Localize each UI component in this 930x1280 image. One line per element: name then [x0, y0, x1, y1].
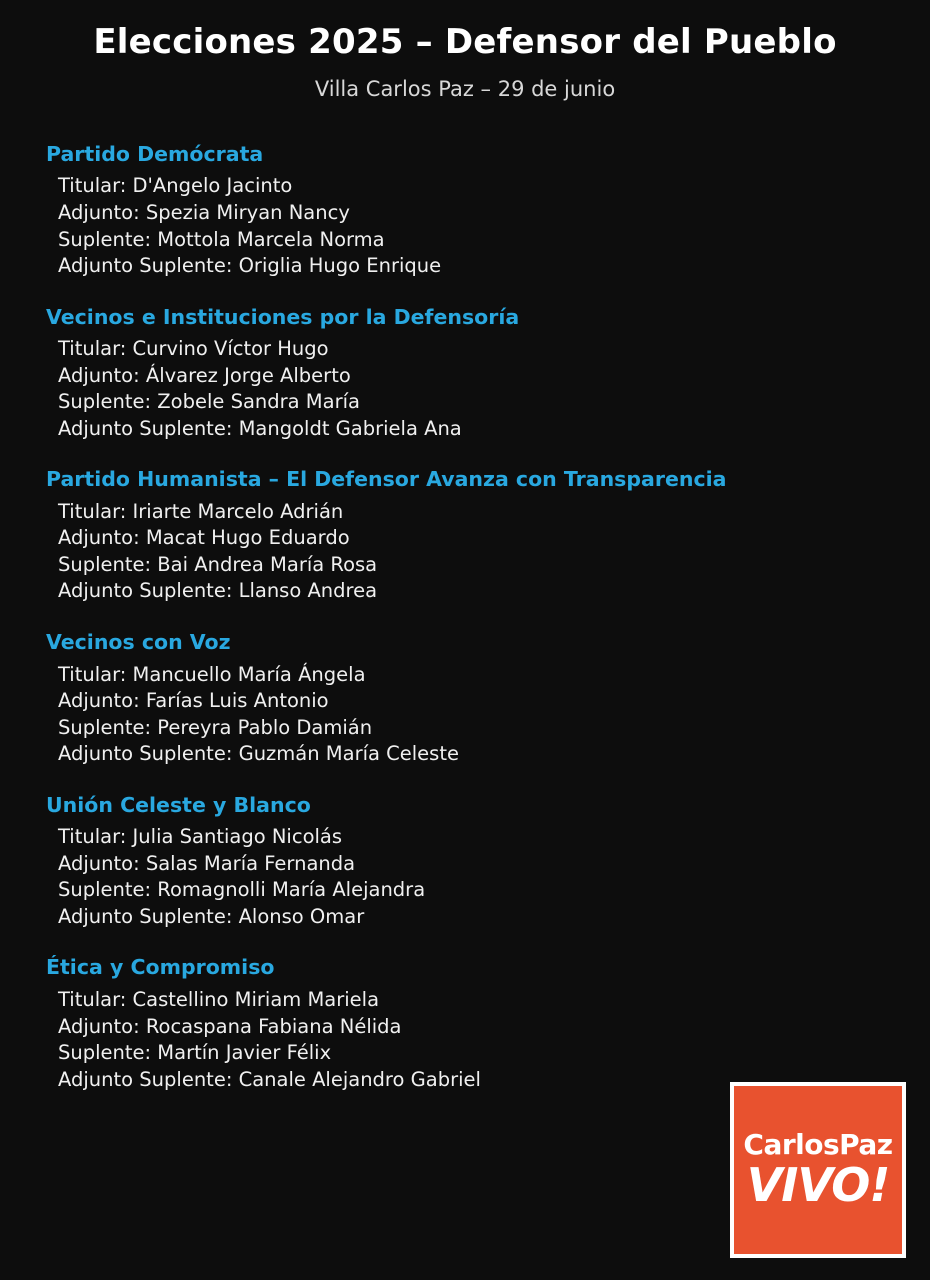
- page-subtitle: Villa Carlos Paz – 29 de junio: [314, 76, 616, 101]
- candidate-adjunto: Adjunto: Rocaspana Fabiana Nélida: [58, 1014, 402, 1038]
- candidate-adjunto-suplente: Adjunto Suplente: Canale Alejandro Gabriel: [58, 1067, 481, 1091]
- poster-header: [0, 0, 930, 101]
- party-block: [46, 954, 900, 1093]
- party-block: [46, 466, 900, 605]
- logo-text-carlospaz: CarlosPaz: [743, 1127, 893, 1161]
- candidate-adjunto-suplente: Adjunto Suplente: Llanso Andrea: [58, 579, 378, 603]
- party-name: Vecinos con Voz: [46, 630, 231, 654]
- candidate-adjunto: Adjunto: Farías Luis Antonio: [58, 689, 329, 713]
- page-title: Elecciones 2025 – Defensor del Pueblo: [93, 22, 837, 62]
- candidate-suplente: Suplente: Mottola Marcela Norma: [58, 227, 385, 251]
- candidate-suplente: Suplente: Romagnolli María Alejandra: [58, 878, 426, 902]
- party-name: Ética y Compromiso: [46, 955, 275, 980]
- candidate-titular: Titular: Iriarte Marcelo Adrián: [58, 499, 344, 523]
- candidate-suplente: Suplente: Zobele Sandra María: [58, 390, 360, 414]
- candidate-adjunto-suplente: Adjunto Suplente: Mangoldt Gabriela Ana: [58, 416, 462, 440]
- candidate-suplente: Suplente: Bai Andrea María Rosa: [58, 552, 378, 576]
- candidate-titular: Titular: Curvino Víctor Hugo: [58, 337, 329, 361]
- candidate-titular: Titular: Mancuello María Ángela: [58, 662, 366, 686]
- candidate-adjunto-suplente: Adjunto Suplente: Alonso Omar: [58, 904, 365, 928]
- candidate-adjunto-suplente: Adjunto Suplente: Guzmán María Celeste: [58, 742, 459, 766]
- candidate-suplente: Suplente: Martín Javier Félix: [58, 1041, 332, 1065]
- candidate-adjunto: Adjunto: Salas María Fernanda: [58, 851, 356, 875]
- party-block: [46, 304, 900, 443]
- candidate-adjunto: Adjunto: Spezia Miryan Nancy: [58, 200, 350, 224]
- party-name: Partido Humanista – El Defensor Avanza con Transparencia: [46, 467, 727, 492]
- candidate-titular: Titular: Castellino Miriam Mariela: [58, 988, 380, 1012]
- carlospaz-vivo-logo: [730, 1082, 906, 1258]
- candidate-adjunto-suplente: Adjunto Suplente: Origlia Hugo Enrique: [58, 254, 442, 278]
- party-block: [46, 629, 900, 768]
- party-block: [46, 792, 900, 931]
- party-name: Unión Celeste y Blanco: [46, 792, 311, 817]
- party-list: [0, 141, 930, 1093]
- candidate-suplente: Suplente: Pereyra Pablo Damián: [58, 715, 373, 739]
- party-block: [46, 141, 900, 280]
- candidate-titular: Titular: Julia Santiago Nicolás: [58, 825, 343, 849]
- candidate-adjunto: Adjunto: Álvarez Jorge Alberto: [58, 363, 351, 387]
- candidate-titular: Titular: D'Angelo Jacinto: [58, 174, 293, 198]
- candidate-adjunto: Adjunto: Macat Hugo Eduardo: [58, 526, 350, 550]
- logo-text-vivo: VIVO!: [746, 1157, 890, 1212]
- party-name: Partido Demócrata: [46, 141, 264, 166]
- party-name: Vecinos e Instituciones por la Defensoría: [46, 304, 520, 329]
